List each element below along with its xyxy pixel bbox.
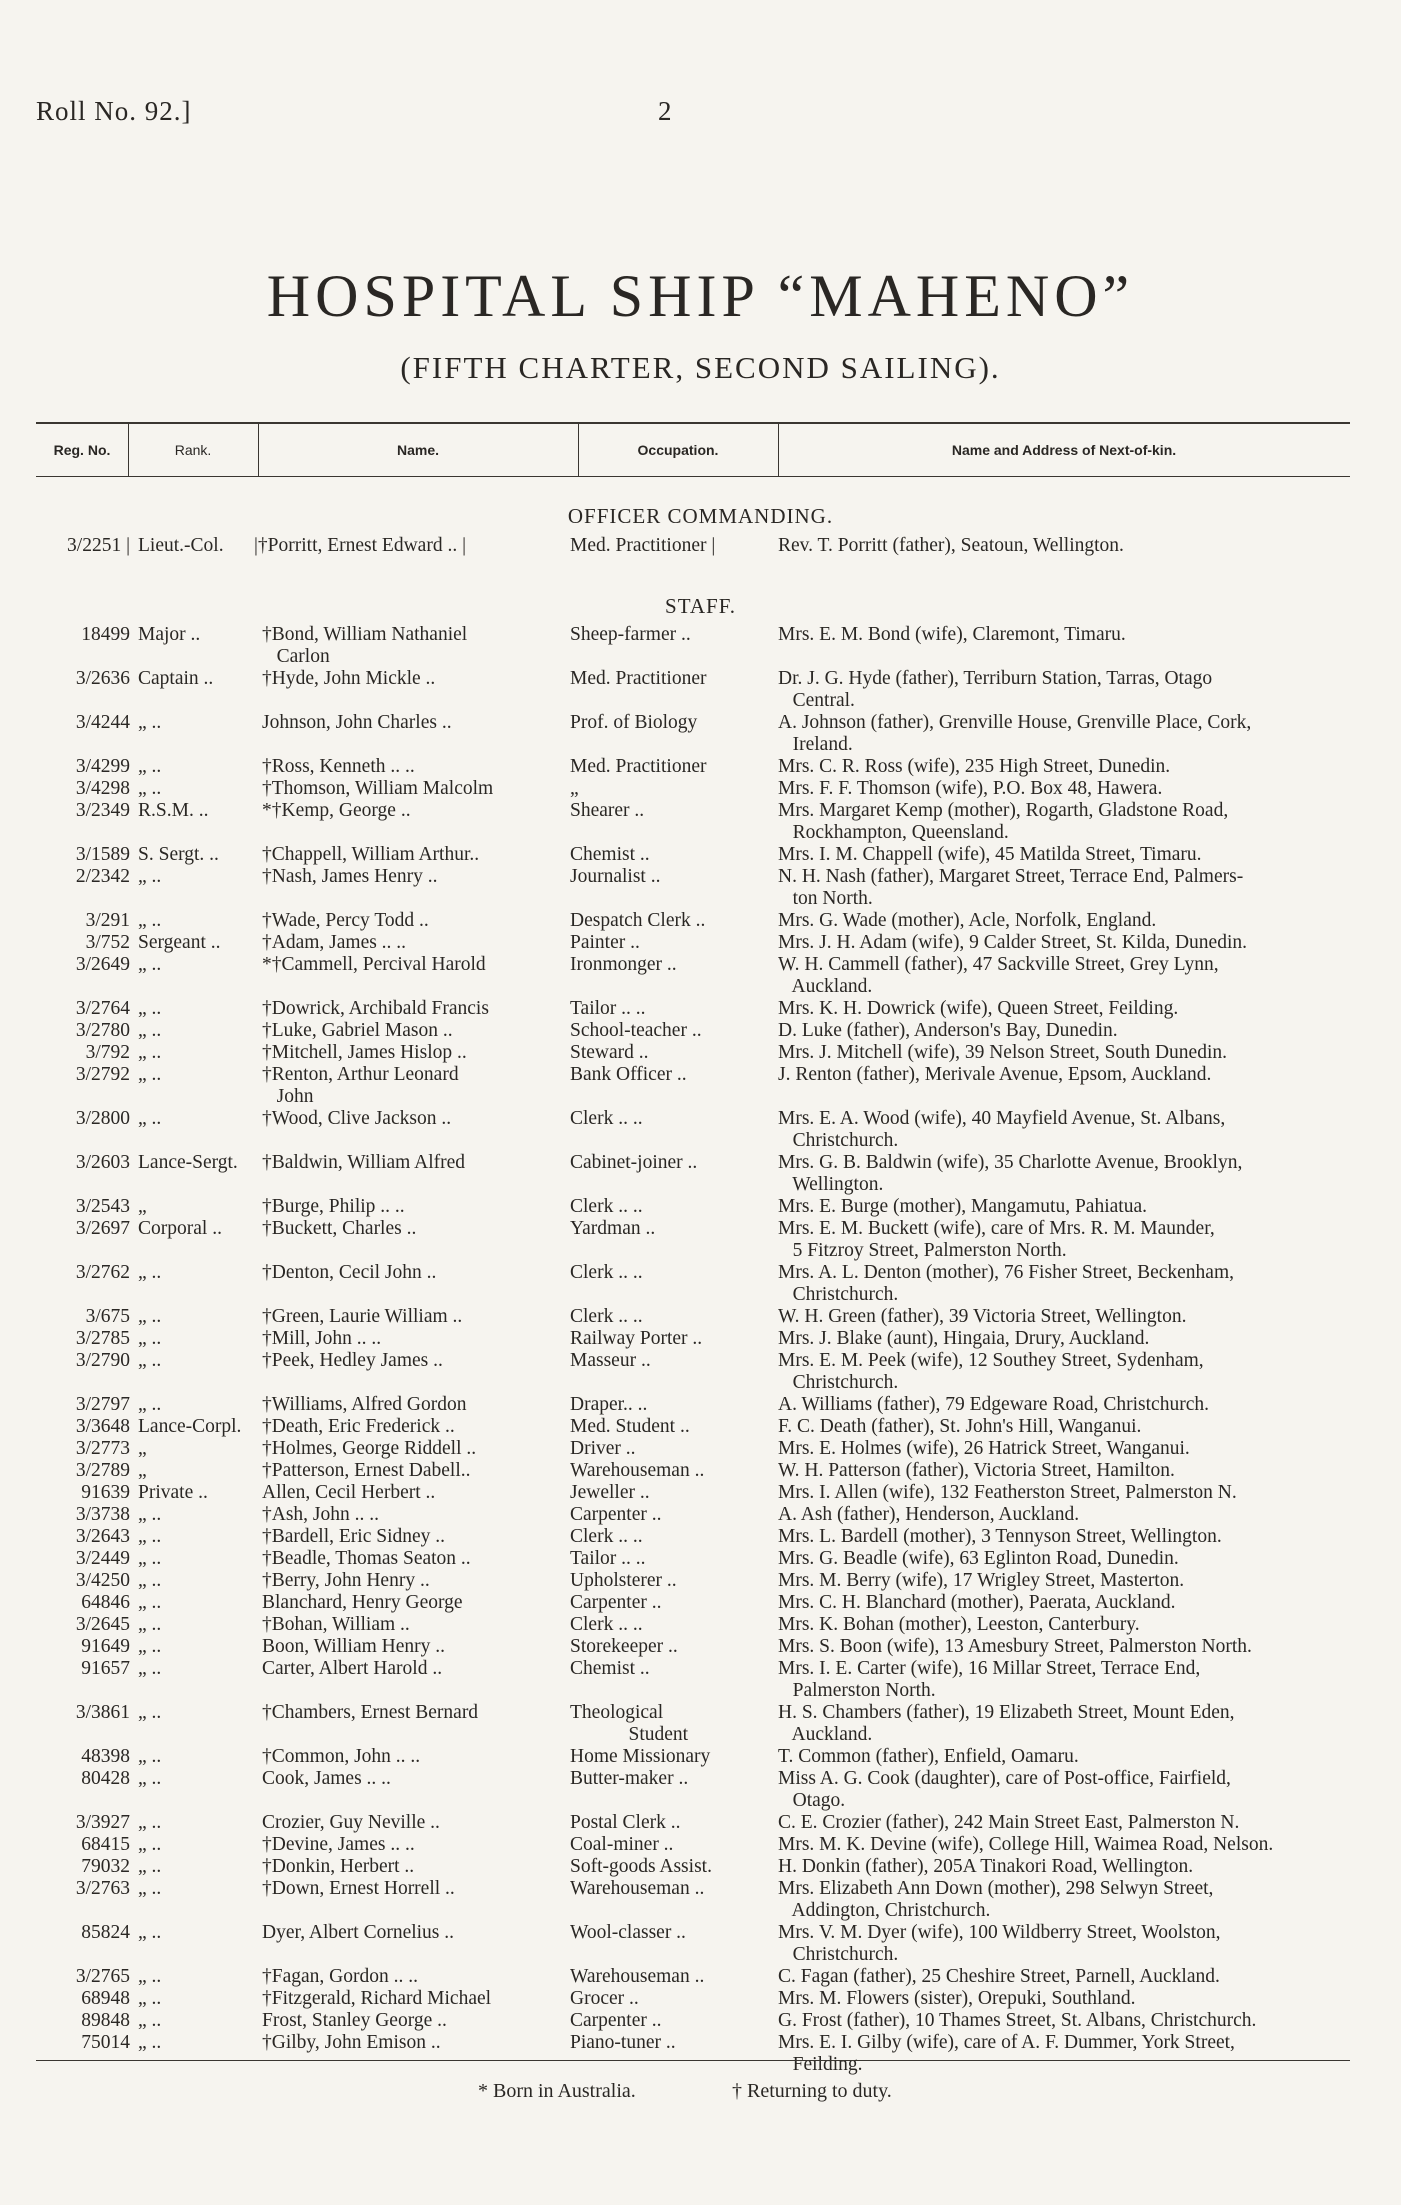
occupation: Ironmonger .. (570, 954, 677, 975)
occupation: Shearer .. (570, 800, 645, 821)
next-of-kin: Mrs. J. Mitchell (wife), 39 Nelson Street, South Dunedin. (778, 1042, 1227, 1063)
document-subtitle: (FIFTH CHARTER, SECOND SAILING). (400, 350, 1001, 385)
next-of-kin: Mrs. F. F. Thomson (wife), P.O. Box 48, Hawera. (778, 778, 1163, 799)
name: *†Cammell, Percival Harold (262, 954, 486, 975)
next-of-kin: Mrs. A. L. Denton (mother), 76 Fisher Street, Beckenham, Christchurch. (778, 1262, 1234, 1305)
occupation: Carpenter .. (570, 1592, 662, 1613)
rank: „ .. (138, 1064, 162, 1085)
rank: „ .. (138, 1592, 162, 1613)
name: †Green, Laurie William .. (262, 1306, 463, 1327)
reg-no: 3/2763 (75, 1878, 130, 1899)
occupation: Clerk .. .. (570, 1526, 643, 1547)
occupation: Clerk .. .. (570, 1614, 643, 1635)
name: †Gilby, John Emison .. (262, 2032, 441, 2053)
next-of-kin: Rev. T. Porritt (father), Seatoun, Wellington. (778, 535, 1124, 556)
next-of-kin: Mrs. E. Holmes (wife), 26 Hatrick Street, Wanganui. (778, 1438, 1190, 1459)
name: †Baldwin, William Alfred (262, 1152, 466, 1173)
occupation: Steward .. (570, 1042, 649, 1063)
table-bottom-rule (36, 2060, 1350, 2061)
rank: Private .. (138, 1482, 208, 1503)
occupation: Warehouseman .. (570, 1878, 705, 1899)
rank: „ .. (138, 1834, 162, 1855)
occupation: Tailor .. .. (570, 1548, 646, 1569)
name: *†Kemp, George .. (262, 800, 411, 821)
reg-no: 3/675 (85, 1306, 130, 1327)
rank: „ .. (138, 866, 162, 887)
rank: „ .. (138, 712, 162, 733)
reg-no: 3/792 (85, 1042, 130, 1063)
occupation: Coal-miner .. (570, 1834, 674, 1855)
next-of-kin: Mrs. E. Burge (mother), Mangamutu, Pahiatua. (778, 1196, 1147, 1217)
rank: R.S.M. .. (138, 800, 209, 821)
rank: Lance-Sergt. (138, 1152, 238, 1173)
name: †Thomson, William Malcolm (262, 778, 494, 799)
reg-no: 3/2800 (75, 1108, 130, 1129)
rank: „ .. (138, 1988, 162, 2009)
name: †Berry, John Henry .. (262, 1570, 430, 1591)
rank: „ .. (138, 910, 162, 931)
reg-no: 2/2342 (75, 866, 130, 887)
name: †Donkin, Herbert .. (262, 1856, 415, 1877)
document-title: HOSPITAL SHIP “MAHENO” (266, 263, 1135, 329)
name: Blanchard, Henry George (262, 1592, 463, 1613)
next-of-kin: A. Johnson (father), Grenville House, Grenville Place, Cork, Ireland. (778, 712, 1252, 755)
occupation: Butter-maker .. (570, 1768, 689, 1789)
name: †Bohan, William .. (262, 1614, 410, 1635)
reg-no: 3/2649 (75, 954, 130, 975)
reg-no: 89848 (81, 2010, 130, 2031)
next-of-kin: Mrs. G. B. Baldwin (wife), 35 Charlotte Avenue, Brooklyn, Wellington. (778, 1152, 1243, 1195)
reg-no: 85824 (81, 1922, 130, 1943)
occupation: Painter .. (570, 932, 640, 953)
occupation: Home Missionary (570, 1746, 711, 1767)
occupation: Chemist .. (570, 1658, 650, 1679)
reg-no: 3/752 (85, 932, 130, 953)
rank: „ .. (138, 1042, 162, 1063)
reg-no: 75014 (81, 2032, 130, 2053)
name: †Buckett, Charles .. (262, 1218, 417, 1239)
name: †Wade, Percy Todd .. (262, 910, 429, 931)
rank: „ .. (138, 1856, 162, 1877)
next-of-kin: Mrs. M. Flowers (sister), Orepuki, Southland. (778, 1988, 1136, 2009)
reg-no: 3/1589 (75, 844, 130, 865)
reg-no: 3/2790 (75, 1350, 130, 1371)
rank: „ .. (138, 1020, 162, 1041)
rank: „ .. (138, 1658, 162, 1679)
rank: „ .. (138, 1394, 162, 1415)
section-officer-commanding: OFFICER COMMANDING. (567, 504, 834, 528)
name: †Common, John .. .. (262, 1746, 421, 1767)
next-of-kin: Mrs. V. M. Dyer (wife), 100 Wildberry Street, Woolston, Christchurch. (778, 1922, 1221, 1965)
next-of-kin: Mrs. M. K. Devine (wife), College Hill, Waimea Road, Nelson. (778, 1834, 1274, 1855)
reg-no: 3/2797 (75, 1394, 130, 1415)
occupation: Railway Porter .. (570, 1328, 703, 1349)
col-name: Name. (396, 442, 440, 458)
name: †Fitzgerald, Richard Michael (262, 1988, 492, 2009)
reg-no: 3/2773 (75, 1438, 130, 1459)
reg-no: 3/2780 (75, 1020, 130, 1041)
next-of-kin: D. Luke (father), Anderson's Bay, Dunedin. (778, 1020, 1118, 1041)
next-of-kin: T. Common (father), Enfield, Oamaru. (778, 1746, 1079, 1767)
occupation: Med. Practitioner (570, 668, 707, 689)
occupation: Sheep-farmer .. (570, 624, 691, 645)
next-of-kin: Mrs. I. Allen (wife), 132 Featherston Street, Palmerston N. (778, 1482, 1237, 1503)
reg-no: 3/4298 (75, 778, 130, 799)
rank: „ .. (138, 1966, 162, 1987)
rank: „ .. (138, 1526, 162, 1547)
name: †Chambers, Ernest Bernard (262, 1702, 479, 1723)
next-of-kin: Mrs. Elizabeth Ann Down (mother), 298 Selwyn Street, Addington, Christchurch. (778, 1878, 1214, 1921)
next-of-kin: W. H. Cammell (father), 47 Sackville Street, Grey Lynn, Auckland. (778, 954, 1219, 997)
name: †Adam, James .. .. (262, 932, 407, 953)
reg-no: 3/4244 (75, 712, 130, 733)
occupation: Masseur .. (570, 1350, 651, 1371)
occupation: Bank Officer .. (570, 1064, 687, 1085)
reg-no: 3/2789 (75, 1460, 130, 1481)
occupation: Upholsterer .. (570, 1570, 677, 1591)
footnote-born-in-australia: * Born in Australia. (478, 2080, 636, 2102)
name: †Burge, Philip .. .. (262, 1196, 405, 1217)
rank: „ (138, 1196, 147, 1217)
reg-no: 3/4250 (75, 1570, 130, 1591)
next-of-kin: Mrs. K. Bohan (mother), Leeston, Canterbury. (778, 1614, 1140, 1635)
name: †Patterson, Ernest Dabell.. (262, 1460, 471, 1481)
roll-number: Roll No. 92.] (36, 96, 192, 126)
occupation: Med. Student .. (570, 1416, 690, 1437)
next-of-kin: Mrs. S. Boon (wife), 13 Amesbury Street, Palmerston North. (778, 1636, 1252, 1657)
occupation: Carpenter .. (570, 2010, 662, 2031)
next-of-kin: H. S. Chambers (father), 19 Elizabeth Street, Mount Eden, Auckland. (778, 1702, 1235, 1745)
reg-no: 3/2643 (75, 1526, 130, 1547)
occupation: Draper.. .. (570, 1394, 648, 1415)
reg-no: 18499 (81, 624, 130, 645)
occupation: Postal Clerk .. (570, 1812, 681, 1833)
rank: Captain .. (138, 668, 214, 689)
name: †Beadle, Thomas Seaton .. (262, 1548, 471, 1569)
footnote-returning-to-duty: † Returning to duty. (732, 2080, 892, 2102)
next-of-kin: W. H. Patterson (father), Victoria Street, Hamilton. (778, 1460, 1175, 1481)
reg-no: 3/2636 (75, 668, 130, 689)
name: †Williams, Alfred Gordon (262, 1394, 467, 1415)
reg-no: 3/2697 (75, 1218, 130, 1239)
rank: „ .. (138, 1636, 162, 1657)
rank: „ .. (138, 2032, 162, 2053)
page-header (36, 96, 1336, 136)
next-of-kin: Mrs. J. H. Adam (wife), 9 Calder Street, St. Kilda, Dunedin. (778, 932, 1248, 953)
next-of-kin: W. H. Green (father), 39 Victoria Street, Wellington. (778, 1306, 1187, 1327)
rank: „ .. (138, 1878, 162, 1899)
next-of-kin: N. H. Nash (father), Margaret Street, Terrace End, Palmers- ton North. (778, 866, 1244, 909)
rank: „ .. (138, 1570, 162, 1591)
rank: „ .. (138, 954, 162, 975)
next-of-kin: Mrs. C. R. Ross (wife), 235 High Street, Dunedin. (778, 756, 1171, 777)
name: Boon, William Henry .. (262, 1636, 446, 1657)
rank: Corporal .. (138, 1218, 222, 1239)
rank: „ .. (138, 1328, 162, 1349)
next-of-kin: Mrs. Margaret Kemp (mother), Rogarth, Gladstone Road, Rockhampton, Queensland. (778, 800, 1229, 843)
next-of-kin: C. Fagan (father), 25 Cheshire Street, Parnell, Auckland. (778, 1966, 1220, 1987)
rank: Sergeant .. (138, 932, 221, 953)
reg-no: 91657 (81, 1658, 130, 1679)
next-of-kin: Mrs. E. M. Peek (wife), 12 Southey Street, Sydenham, Christchurch. (778, 1350, 1204, 1393)
reg-no: 3/4299 (75, 756, 130, 777)
col-reg: Reg. No. (53, 442, 111, 458)
rank: „ .. (138, 2010, 162, 2031)
next-of-kin: F. C. Death (father), St. John's Hill, Wanganui. (778, 1416, 1142, 1437)
reg-no: 3/2645 (75, 1614, 130, 1635)
next-of-kin: Mrs. E. I. Gilby (wife), care of A. F. Dummer, York Street, Feilding. (778, 2032, 1235, 2075)
name: Frost, Stanley George .. (262, 2010, 447, 2031)
name: †Denton, Cecil John .. (262, 1262, 437, 1283)
reg-no: 91649 (81, 1636, 130, 1657)
occupation: Med. Practitioner | (570, 535, 716, 556)
reg-no: 3/3648 (75, 1416, 130, 1437)
occupation: Clerk .. .. (570, 1196, 643, 1217)
occupation: Chemist .. (570, 844, 650, 865)
next-of-kin: Mrs. M. Berry (wife), 17 Wrigley Street, Masterton. (778, 1570, 1185, 1591)
name: Johnson, John Charles .. (262, 712, 452, 733)
next-of-kin: Mrs. G. Wade (mother), Acle, Norfolk, England. (778, 910, 1157, 931)
rank: „ .. (138, 1702, 162, 1723)
reg-no: 3/2251 | (67, 535, 130, 556)
section-staff: STAFF. (665, 594, 736, 618)
rank: „ .. (138, 998, 162, 1019)
name: †Renton, Arthur Leonard John (262, 1064, 459, 1107)
occupation: Soft-goods Assist. (570, 1856, 712, 1877)
header-bottom-rule (36, 476, 1350, 477)
rank: „ (138, 1460, 147, 1481)
name: †Death, Eric Frederick .. (262, 1416, 455, 1437)
next-of-kin: G. Frost (father), 10 Thames Street, St. Albans, Christchurch. (778, 2010, 1257, 2031)
rank: „ .. (138, 778, 162, 799)
occupation: Grocer .. (570, 1988, 639, 2009)
occupation: Cabinet-joiner .. (570, 1152, 698, 1173)
rank: „ .. (138, 1812, 162, 1833)
occupation: Wool-classer .. (570, 1922, 686, 1943)
rank: „ .. (138, 1768, 162, 1789)
occupation: Carpenter .. (570, 1504, 662, 1525)
rank: Major .. (138, 624, 201, 645)
next-of-kin: Mrs. I. E. Carter (wife), 16 Millar Street, Terrace End, Palmerston North. (778, 1658, 1201, 1701)
name: †Bond, William Nathaniel Carlon (262, 624, 468, 667)
occupation: Yardman .. (570, 1218, 656, 1239)
next-of-kin: Mrs. C. H. Blanchard (mother), Paerata, Auckland. (778, 1592, 1176, 1613)
rank: „ .. (138, 1548, 162, 1569)
name: †Holmes, George Riddell .. (262, 1438, 477, 1459)
reg-no: 48398 (81, 1746, 130, 1767)
reg-no: 64846 (81, 1592, 130, 1613)
reg-no: 3/3861 (75, 1702, 130, 1723)
name: †Wood, Clive Jackson .. (262, 1108, 452, 1129)
rank: S. Sergt. .. (138, 844, 219, 865)
reg-no: 3/2543 (75, 1196, 130, 1217)
next-of-kin: C. E. Crozier (father), 242 Main Street East, Palmerston N. (778, 1812, 1240, 1833)
name: Carter, Albert Harold .. (262, 1658, 443, 1679)
next-of-kin: Mrs. G. Beadle (wife), 63 Eglinton Road, Dunedin. (778, 1548, 1179, 1569)
name: |†Porritt, Ernest Edward .. | (254, 535, 466, 556)
rank: „ .. (138, 1262, 162, 1283)
reg-no: 3/3927 (75, 1812, 130, 1833)
next-of-kin: Mrs. I. M. Chappell (wife), 45 Matilda Street, Timaru. (778, 844, 1202, 865)
reg-no: 3/291 (85, 910, 130, 931)
reg-no: 3/2349 (75, 800, 130, 821)
name: †Chappell, William Arthur.. (262, 844, 480, 865)
rank: „ .. (138, 1504, 162, 1525)
next-of-kin: Mrs. E. M. Bond (wife), Claremont, Timaru. (778, 624, 1126, 645)
name: †Peek, Hedley James .. (262, 1350, 443, 1371)
reg-no: 3/2603 (75, 1152, 130, 1173)
column-headers (36, 424, 1350, 476)
next-of-kin: A. Williams (father), 79 Edgeware Road, Christchurch. (778, 1394, 1209, 1415)
name: †Bardell, Eric Sidney .. (262, 1526, 446, 1547)
next-of-kin: H. Donkin (father), 205A Tinakori Road, Wellington. (778, 1856, 1194, 1877)
rank: „ .. (138, 1306, 162, 1327)
name: †Mill, John .. .. (262, 1328, 382, 1349)
reg-no: 3/2449 (75, 1548, 130, 1569)
rank: Lieut.-Col. (138, 535, 224, 556)
name: Dyer, Albert Cornelius .. (262, 1922, 455, 1943)
occupation: Med. Practitioner (570, 756, 707, 777)
name: †Hyde, John Mickle .. (262, 668, 436, 689)
reg-no: 3/2762 (75, 1262, 130, 1283)
occupation: Warehouseman .. (570, 1460, 705, 1481)
name: Crozier, Guy Neville .. (262, 1812, 440, 1833)
occupation: Theological Student (570, 1702, 689, 1745)
reg-no: 79032 (81, 1856, 130, 1877)
page-number: 2 (658, 96, 672, 126)
name: †Ross, Kenneth .. .. (262, 756, 415, 777)
occupation: Jeweller .. (570, 1482, 650, 1503)
occupation: Warehouseman .. (570, 1966, 705, 1987)
name: †Ash, John .. .. (262, 1504, 380, 1525)
rank: „ .. (138, 1350, 162, 1371)
occupation: School-teacher .. (570, 1020, 702, 1041)
occupation: Storekeeper .. (570, 1636, 678, 1657)
rank: „ .. (138, 1614, 162, 1635)
reg-no: 3/2764 (75, 998, 130, 1019)
col-occupation: Occupation. (637, 442, 719, 458)
rank: „ .. (138, 756, 162, 777)
reg-no: 80428 (81, 1768, 130, 1789)
reg-no: 91639 (81, 1482, 130, 1503)
name: †Mitchell, James Hislop .. (262, 1042, 467, 1063)
reg-no: 68415 (81, 1834, 130, 1855)
name: †Nash, James Henry .. (262, 866, 438, 887)
occupation: Clerk .. .. (570, 1108, 643, 1129)
rank: „ (138, 1438, 147, 1459)
next-of-kin: Dr. J. G. Hyde (father), Terriburn Station, Tarras, Otago Central. (778, 668, 1213, 711)
rank: „ .. (138, 1746, 162, 1767)
occupation: Driver .. (570, 1438, 636, 1459)
next-of-kin: Mrs. J. Blake (aunt), Hingaia, Drury, Auckland. (778, 1328, 1150, 1349)
name: †Down, Ernest Horrell .. (262, 1878, 455, 1899)
reg-no: 3/2792 (75, 1064, 130, 1085)
occupation: Clerk .. .. (570, 1306, 643, 1327)
next-of-kin: Mrs. K. H. Dowrick (wife), Queen Street, Feilding. (778, 998, 1179, 1019)
name: †Dowrick, Archibald Francis (262, 998, 489, 1019)
name: Cook, James .. .. (262, 1768, 391, 1789)
occupation: Prof. of Biology (570, 712, 698, 733)
rank: „ .. (138, 1922, 162, 1943)
next-of-kin: A. Ash (father), Henderson, Auckland. (778, 1504, 1080, 1525)
rank: „ .. (138, 1108, 162, 1129)
occupation: Piano-tuner .. (570, 2032, 676, 2053)
name: Allen, Cecil Herbert .. (262, 1482, 436, 1503)
next-of-kin: Miss A. G. Cook (daughter), care of Post-office, Fairfield, Otago. (778, 1768, 1231, 1811)
occupation: Clerk .. .. (570, 1262, 643, 1283)
col-rank: Rank. (174, 442, 212, 458)
reg-no: 3/3738 (75, 1504, 130, 1525)
occupation: Tailor .. .. (570, 998, 646, 1019)
reg-no: 3/2765 (75, 1966, 130, 1987)
occupation: „ (570, 778, 579, 799)
occupation: Despatch Clerk .. (570, 910, 706, 931)
reg-no: 68948 (81, 1988, 130, 2009)
next-of-kin: Mrs. E. M. Buckett (wife), care of Mrs. R. M. Maunder, 5 Fitzroy Street, Palmerston North. (778, 1218, 1215, 1261)
name: †Luke, Gabriel Mason .. (262, 1020, 453, 1041)
next-of-kin: J. Renton (father), Merivale Avenue, Epsom, Auckland. (778, 1064, 1212, 1085)
rank: Lance-Corpl. (138, 1416, 242, 1437)
reg-no: 3/2785 (75, 1328, 130, 1349)
col-next-of-kin: Name and Address of Next-of-kin. (951, 442, 1177, 458)
occupation: Journalist .. (570, 866, 661, 887)
name: †Devine, James .. .. (262, 1834, 415, 1855)
name: †Fagan, Gordon .. .. (262, 1966, 418, 1987)
next-of-kin: Mrs. L. Bardell (mother), 3 Tennyson Street, Wellington. (778, 1526, 1222, 1547)
next-of-kin: Mrs. E. A. Wood (wife), 40 Mayfield Avenue, St. Albans, Christchurch. (778, 1108, 1226, 1151)
